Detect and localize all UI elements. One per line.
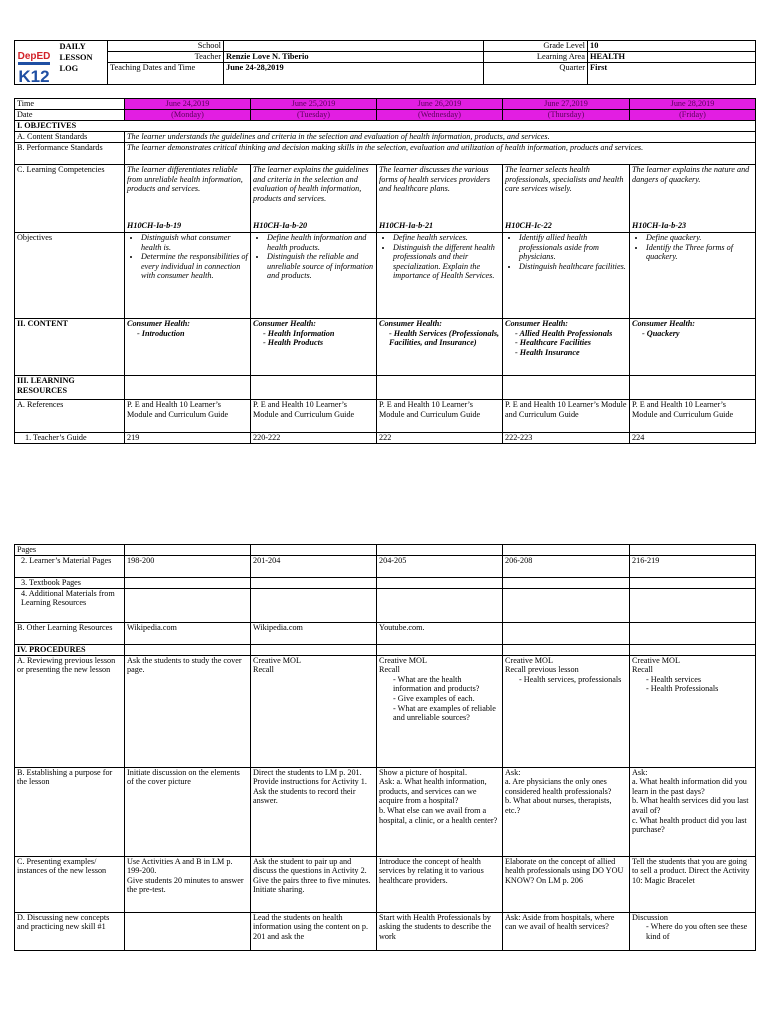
objectives-label: Objectives [15, 233, 125, 319]
objective-item: • Identify the Three forms of quackery. [646, 243, 753, 262]
empty-cell [630, 376, 756, 400]
competency-monday [125, 165, 251, 233]
content-standards-text: The learner understands the guidelines and criteria in the selection and evaluation of health information, products, and services. [125, 132, 756, 143]
empty-cell [503, 644, 630, 655]
date-friday: June 28,2019 [630, 99, 756, 110]
objectives-monday [125, 233, 251, 319]
references-thursday: P. E and Health 10 Learner’s Module and Curriculum Guide [503, 400, 630, 433]
proc-d-label: D. Discussing new concepts and practicing new skill #1 [15, 912, 125, 950]
competency-wednesday [377, 165, 503, 233]
proc-d-friday: Discussion - Where do you often see these kind of [630, 912, 756, 950]
content-tuesday: Consumer Health: - Health Information - Health Products [251, 319, 377, 376]
content-item: - Healthcare Facilities [515, 338, 627, 348]
empty-cell [251, 577, 377, 588]
competency-code: H10CH-Ic-22 [505, 221, 552, 231]
empty-cell [503, 577, 630, 588]
content-item: - Health Products [263, 338, 374, 348]
competency-text: The learner explains the guidelines and criteria in the selection and evaluation of health information, products and services. [253, 165, 369, 203]
school-label: School [108, 41, 224, 52]
other-friday [630, 622, 756, 644]
proc-d-tuesday: Lead the students on health information using the content on p. 201 and ask the [251, 912, 377, 950]
other-monday: Wikipedia.com [125, 622, 251, 644]
svg-text:DepED: DepED [17, 51, 51, 62]
empty-cell [377, 545, 503, 556]
content-item: - Quackery [642, 329, 753, 339]
date-label: Date [15, 110, 125, 121]
empty-cell [251, 588, 377, 622]
empty-cell [377, 577, 503, 588]
objective-item: • Identify allied health professionals aside from physicians. [519, 233, 627, 262]
day-monday: (Monday) [125, 110, 251, 121]
lesson-table-part1 [14, 98, 756, 444]
objective-item: • Distinguish the reliable and unreliable source of information and products. [267, 252, 374, 281]
proc-c-thursday: Elaborate on the concept of allied health professionals using DO YOU KNOW? On LM p. 206 [503, 856, 630, 912]
competency-text: The learner discusses the various forms of health services providers and healthcare plans. [379, 165, 491, 194]
references-friday: P. E and Health 10 Learner’s Module and Curriculum Guide [630, 400, 756, 433]
proc-a-friday: Creative MOL Recall - Health services - Health Professionals [630, 655, 756, 767]
content-item: - Health Services (Professionals, Facilities, and Insurance) [389, 329, 500, 348]
dates-value: June 24-28,2019 [224, 63, 484, 85]
competencies-label: C. Learning Competencies [15, 165, 125, 233]
day-wednesday: (Wednesday) [377, 110, 503, 121]
day-tuesday: (Tuesday) [251, 110, 377, 121]
svg-text:K12: K12 [18, 67, 50, 86]
proc-a-monday: Ask the students to study the cover page. [125, 655, 251, 767]
empty-cell [251, 376, 377, 400]
teachers-guide-label: 1. Teacher’s Guide [15, 433, 125, 444]
other-wednesday: Youtube.com. [377, 622, 503, 644]
day-friday: (Friday) [630, 110, 756, 121]
empty-cell [503, 588, 630, 622]
competency-tuesday [251, 165, 377, 233]
content-item: - Health Information [263, 329, 374, 339]
learners-material-label: 2. Learner’s Material Pages [15, 555, 125, 577]
proc-item: - Health services [646, 675, 753, 685]
proc-item: - Give examples of each. [393, 694, 500, 704]
references-tuesday: P. E and Health 10 Learner’s Module and Curriculum Guide [251, 400, 377, 433]
objective-item: • Distinguish what consumer health is. [141, 233, 248, 252]
proc-item: - What are examples of reliable and unreliable sources? [393, 704, 500, 723]
competency-code: H10CH-Ia-b-21 [379, 221, 434, 231]
content-standards-label: A. Content Standards [15, 132, 125, 143]
tg-thursday: 222-223 [503, 433, 630, 444]
content-thursday: Consumer Health: - Allied Health Professionals - Healthcare Facilities - Health Insurance [503, 319, 630, 376]
proc-a-label: A. Reviewing previous lesson or presenting the new lesson [15, 655, 125, 767]
area-label: Learning Area [484, 52, 588, 63]
empty-cell [630, 577, 756, 588]
lm-tuesday: 201-204 [251, 555, 377, 577]
empty-cell [377, 588, 503, 622]
date-wednesday: June 26,2019 [377, 99, 503, 110]
objective-item: • Define quackery. [646, 233, 753, 243]
content-monday: Consumer Health: - Introduction [125, 319, 251, 376]
tg-friday: 224 [630, 433, 756, 444]
other-tuesday: Wikipedia.com [251, 622, 377, 644]
lesson-table-part2 [14, 544, 756, 951]
dll-title: DAILY LESSON LOG [58, 41, 108, 85]
proc-a-tuesday: Creative MOL Recall [251, 655, 377, 767]
objective-item: • Distinguish healthcare facilities. [519, 262, 627, 272]
proc-a-thursday: Creative MOL Recall previous lesson - Health services, professionals [503, 655, 630, 767]
proc-d-thursday: Ask: Aside from hospitals, where can we avail of health services? [503, 912, 630, 950]
school-value [224, 41, 484, 52]
time-label: Time [15, 99, 125, 110]
empty-cell [125, 577, 251, 588]
header-table [14, 40, 756, 85]
objective-item: • Distinguish the different health professionals and their specialization. Explain the importance of Health Services. [393, 243, 500, 281]
date-monday: June 24,2019 [125, 99, 251, 110]
content-item: - Introduction [137, 329, 248, 339]
lm-thursday: 206-208 [503, 555, 630, 577]
other-resources-label: B. Other Learning Resources [15, 622, 125, 644]
tg-tuesday: 220-222 [251, 433, 377, 444]
empty-cell [630, 545, 756, 556]
area-value: HEALTH [588, 52, 756, 63]
grade-value: 10 [588, 41, 756, 52]
competency-text: The learner explains the nature and dangers of quackery. [632, 165, 750, 184]
grade-label: Grade Level [484, 41, 588, 52]
empty-cell [377, 376, 503, 400]
empty-cell [125, 644, 251, 655]
proc-b-friday: Ask: a. What health information did you learn in the past days? b. What health services did you last avail of? c. What health product did you last purchase? [630, 767, 756, 856]
performance-standards-label: B. Performance Standards [15, 143, 125, 165]
competency-text: The learner differentiates reliable from unreliable health information, products and services. [127, 165, 243, 194]
competency-code: H10CH-Ia-b-23 [632, 221, 687, 231]
competency-code: H10CH-Ia-b-19 [127, 221, 182, 231]
empty-cell [251, 545, 377, 556]
tg-wednesday: 222 [377, 433, 503, 444]
lm-friday: 216-219 [630, 555, 756, 577]
content-item: - Health Insurance [515, 348, 627, 358]
teacher-value: Renzie Love N. Tiberio [224, 52, 484, 63]
empty-cell [125, 376, 251, 400]
empty-cell [630, 588, 756, 622]
proc-c-wednesday: Introduce the concept of health services by relating it to various healthcare providers. [377, 856, 503, 912]
additional-materials-label: 4. Additional Materials from Learning Resources [15, 588, 125, 622]
references-monday: P. E and Health 10 Learner’s Module and Curriculum Guide [125, 400, 251, 433]
empty-cell [503, 545, 630, 556]
proc-item: - Health Professionals [646, 684, 753, 694]
logo-cell [15, 41, 58, 85]
proc-item: - Where do you often see these kind of [646, 922, 753, 941]
objectives-thursday [503, 233, 630, 319]
objective-item: • Define health information and health products. [267, 233, 374, 252]
competency-thursday [503, 165, 630, 233]
proc-c-monday: Use Activities A and B in LM p. 199-200. Give students 20 minutes to answer the pre-test. [125, 856, 251, 912]
empty-cell [251, 644, 377, 655]
tg-monday: 219 [125, 433, 251, 444]
proc-item: - Health services, professionals [519, 675, 627, 685]
performance-standards-text: The learner demonstrates critical thinking and decision making skills in the selection, evaluation and utilization of health information, products and services. [125, 143, 756, 165]
objectives-tuesday [251, 233, 377, 319]
pages-label: Pages [15, 545, 125, 556]
dates-label: Teaching Dates and Time [108, 63, 224, 85]
proc-d-wednesday: Start with Health Professionals by asking the students to describe the work [377, 912, 503, 950]
teacher-label: Teacher [108, 52, 224, 63]
content-wednesday: Consumer Health: - Health Services (Professionals, Facilities, and Insurance) [377, 319, 503, 376]
lm-monday: 198-200 [125, 555, 251, 577]
competency-text: The learner selects health professionals, specialists and health care services wisely. [505, 165, 624, 194]
references-wednesday: P. E and Health 10 Learner’s Module and Curriculum Guide [377, 400, 503, 433]
date-thursday: June 27,2019 [503, 99, 630, 110]
section-procedures: IV. PROCEDURES [15, 644, 125, 655]
proc-b-wednesday: Show a picture of hospital. Ask: a. What health information, products, and services can we acquire from a hospital? b. What else can we avail from a hospital, a clinic, or a health center? [377, 767, 503, 856]
competency-friday [630, 165, 756, 233]
lm-wednesday: 204-205 [377, 555, 503, 577]
proc-item: - What are the health information and products? [393, 675, 500, 694]
proc-b-tuesday: Direct the students to LM p. 201. Provide instructions for Activity 1. Ask the students to record their answer. [251, 767, 377, 856]
proc-d-monday [125, 912, 251, 950]
objectives-wednesday [377, 233, 503, 319]
textbook-label: 3. Textbook Pages [15, 577, 125, 588]
day-thursday: (Thursday) [503, 110, 630, 121]
other-thursday [503, 622, 630, 644]
content-friday: Consumer Health: - Quackery [630, 319, 756, 376]
objective-item: • Determine the responsibilities of every individual in connection with consumer health. [141, 252, 248, 281]
section-content: II. CONTENT [15, 319, 125, 376]
date-tuesday: June 25,2019 [251, 99, 377, 110]
section-learning-resources: III. LEARNING RESOURCES [15, 376, 125, 400]
empty-cell [377, 644, 503, 655]
proc-c-friday: Tell the students that you are going to sell a product. Direct the Activity 10: Magic Bracelet [630, 856, 756, 912]
objective-item: • Define health services. [393, 233, 500, 243]
empty-cell [125, 588, 251, 622]
objectives-friday [630, 233, 756, 319]
empty-cell [630, 644, 756, 655]
proc-c-tuesday: Ask the student to pair up and discuss the questions in Activity 2. Give the pairs three to five minutes. Initiate sharing. [251, 856, 377, 912]
references-label: A. References [15, 400, 125, 433]
proc-c-label: C. Presenting examples/ instances of the new lesson [15, 856, 125, 912]
empty-cell [125, 545, 251, 556]
quarter-label: Quarter [484, 63, 588, 85]
quarter-value: First [588, 63, 756, 85]
content-item: - Allied Health Professionals [515, 329, 627, 339]
section-objectives: I. OBJECTIVES [15, 121, 756, 132]
proc-b-thursday: Ask: a. Are physicians the only ones considered health professionals? b. What about nurses, therapists, etc.? [503, 767, 630, 856]
proc-a-wednesday: Creative MOL Recall - What are the health information and products? - Give examples of each. - What are examples of reliable and unreliable sources? [377, 655, 503, 767]
competency-code: H10CH-Ia-b-20 [253, 221, 308, 231]
proc-b-monday: Initiate discussion on the elements of the cover picture [125, 767, 251, 856]
proc-b-label: B. Establishing a purpose for the lesson [15, 767, 125, 856]
empty-cell [503, 376, 630, 400]
